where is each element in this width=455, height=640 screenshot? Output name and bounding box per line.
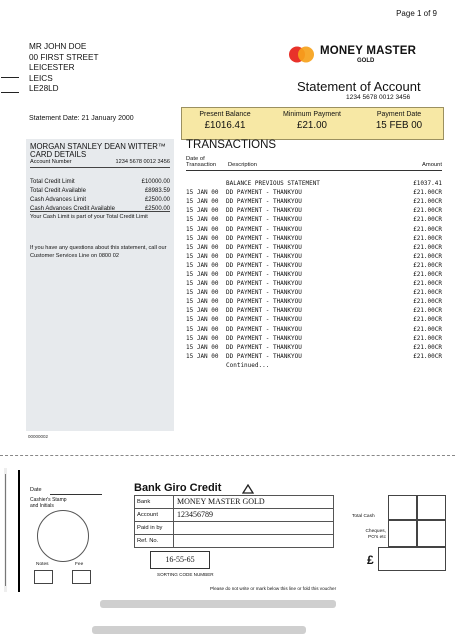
transaction-description: DD PAYMENT - THANKYOU: [226, 307, 302, 315]
payment-date-label: Payment Date: [376, 111, 422, 118]
transaction-row: [186, 288, 442, 297]
minimum-payment-label: Minimum Payment: [283, 111, 341, 118]
perforation-line: [0, 455, 455, 456]
transaction-date: 15 JAN 00: [186, 307, 219, 315]
transaction-date: 15 JAN 00: [186, 207, 219, 215]
transaction-description: DD PAYMENT - THANKYOU: [226, 343, 302, 351]
transaction-amount: £21.00CR: [413, 261, 442, 269]
transaction-date: 15 JAN 00: [186, 334, 219, 342]
transactions-table: [186, 179, 442, 370]
payment-date-value: 15 FEB 00: [375, 120, 423, 131]
document-code: 00000002: [28, 434, 49, 439]
transaction-row: [186, 297, 442, 306]
transaction-row: [186, 361, 442, 370]
grid-cell[interactable]: [416, 519, 446, 547]
giro-title: Bank Giro Credit: [134, 482, 222, 494]
transaction-amount: £21.00CR: [413, 343, 442, 351]
limit-row: [30, 196, 170, 205]
header-date-2: Transaction: [186, 162, 217, 168]
transaction-date: 15 JAN 00: [186, 343, 219, 351]
transactions-title: TRANSACTIONS: [186, 139, 277, 151]
transaction-date: 15 JAN 00: [186, 270, 219, 278]
transaction-amount: £21.00CR: [413, 270, 442, 278]
mastercard-logo-icon: [288, 46, 315, 63]
transaction-description: DD PAYMENT - THANKYOU: [226, 316, 302, 324]
transaction-row: [186, 261, 442, 270]
limit-value: £10000.00: [141, 179, 170, 186]
grid-cell[interactable]: [388, 519, 418, 547]
fee-label: Fee: [75, 562, 84, 567]
transaction-amount: £21.00CR: [413, 334, 442, 342]
present-balance: [182, 111, 268, 131]
transaction-row: [186, 224, 442, 233]
date-label: Date: [30, 487, 42, 493]
customer-services-note: If you have any questions about this statement, call our Customer Services Line on 0800 02: [30, 245, 167, 259]
ref-no-label: Ref. No.: [135, 535, 174, 547]
transaction-date: 15 JAN 00: [186, 252, 219, 260]
address-line: LE28LD: [29, 84, 59, 94]
ref-no-field[interactable]: [174, 535, 333, 547]
transaction-date: 15 JAN 00: [186, 189, 219, 197]
header-description: Description: [228, 162, 257, 168]
giro-margin-bar: [18, 470, 20, 592]
giro-fields-table: [134, 495, 334, 548]
grid-cell[interactable]: [388, 495, 418, 521]
total-amount-box[interactable]: [378, 547, 446, 571]
limit-value: £2500.00: [144, 197, 170, 204]
amount-grid: [388, 495, 445, 571]
limit-label: Total Credit Limit: [30, 179, 75, 186]
transaction-amount: £21.00CR: [413, 198, 442, 206]
transaction-date: 15 JAN 00: [186, 243, 219, 251]
transaction-amount: £21.00CR: [413, 207, 442, 215]
transaction-row: [186, 252, 442, 261]
limit-row: [30, 178, 170, 187]
transaction-date: 15 JAN 00: [186, 234, 219, 242]
cash-limit-note: Your Cash Limit is part of your Total Credit Limit: [30, 211, 170, 220]
transaction-date: 15 JAN 00: [186, 352, 219, 360]
limits-list: [30, 178, 170, 214]
sort-code-box: 16-55-65: [150, 551, 210, 569]
transaction-date: 15 JAN 00: [186, 298, 219, 306]
giro-field-row: [135, 535, 333, 547]
present-balance-value: £1016.41: [204, 120, 246, 131]
date-line: [50, 494, 102, 495]
transaction-row: [186, 188, 442, 197]
bank-field-label: Bank: [135, 496, 174, 508]
giro-field-row: [135, 522, 333, 535]
address-block: [29, 42, 98, 95]
paid-in-by-label: Paid in by: [135, 522, 174, 534]
payment-date: [356, 111, 442, 131]
transaction-row: [186, 243, 442, 252]
brand-sub: GOLD: [357, 58, 375, 64]
transaction-row: [186, 315, 442, 324]
summary-box: [181, 107, 444, 140]
encoded-line-redacted: [92, 623, 306, 637]
limit-label: Cash Advances Limit: [30, 197, 87, 204]
transaction-description: DD PAYMENT - THANKYOU: [226, 289, 302, 297]
transaction-description: DD PAYMENT - THANKYOU: [226, 189, 302, 197]
transaction-row: [186, 334, 442, 343]
notes-label: Notes: [36, 562, 49, 567]
transaction-date: 15 JAN 00: [186, 225, 219, 233]
paid-in-by-field[interactable]: [174, 522, 333, 534]
transaction-description: BALANCE PREVIOUS STATEMENT: [226, 180, 320, 188]
transaction-description: DD PAYMENT - THANKYOU: [226, 325, 302, 333]
transaction-amount: £21.00CR: [413, 234, 442, 242]
sort-code-label: SORTING CODE NUMBER: [157, 572, 214, 577]
transaction-row: [186, 306, 442, 315]
transaction-date: 15 JAN 00: [186, 325, 219, 333]
transaction-description: DD PAYMENT - THANKYOU: [226, 198, 302, 206]
grid-cell[interactable]: [416, 495, 446, 521]
fold-mark: [1, 77, 19, 78]
statement-title: Statement of Account: [297, 79, 421, 94]
transaction-row: [186, 279, 442, 288]
redaction-bar: [92, 626, 306, 634]
statement-account-number: 1234 5678 0012 3456: [346, 94, 411, 101]
transaction-row: [186, 197, 442, 206]
stamp-circle: [37, 510, 89, 562]
transaction-amount: £21.00CR: [413, 289, 442, 297]
transaction-description: DD PAYMENT - THANKYOU: [226, 261, 302, 269]
transaction-description: DD PAYMENT - THANKYOU: [226, 298, 302, 306]
transaction-row: [186, 206, 442, 215]
do-not-write-note: Please do not write or mark below this line or fold this voucher: [210, 586, 337, 591]
transaction-amount: £21.00CR: [413, 298, 442, 306]
header-amount: Amount: [422, 162, 442, 168]
fold-mark: [1, 92, 19, 93]
transaction-amount: £21.00CR: [413, 225, 442, 233]
transaction-amount: £21.00CR: [413, 316, 442, 324]
account-number-value: 1234 5678 0012 3456: [115, 159, 170, 165]
transaction-row: [186, 270, 442, 279]
notes-box[interactable]: [34, 570, 53, 584]
limit-value: £8983.59: [144, 188, 170, 195]
pound-sign: £: [367, 553, 374, 567]
address-line: MR JOHN DOE: [29, 42, 87, 51]
transaction-amount: £21.00CR: [413, 252, 442, 260]
transaction-amount: £21.00CR: [413, 216, 442, 224]
cashier-stamp-label: Cashier's Stamp and Initials: [30, 497, 67, 509]
giro-field-row: [135, 496, 333, 509]
transaction-amount: £1037.41: [413, 180, 442, 188]
transaction-amount: £21.00CR: [413, 280, 442, 288]
giro-field-row: [135, 509, 333, 522]
transaction-description: DD PAYMENT - THANKYOU: [226, 225, 302, 233]
giro-logo-icon: [242, 484, 254, 494]
minimum-payment: [268, 111, 356, 131]
transaction-amount: £21.00CR: [413, 243, 442, 251]
transaction-amount: £21.00CR: [413, 189, 442, 197]
transaction-date: 15 JAN 00: [186, 198, 219, 206]
transaction-date: 15 JAN 00: [186, 216, 219, 224]
transaction-description: DD PAYMENT - THANKYOU: [226, 352, 302, 360]
transaction-description: DD PAYMENT - THANKYOU: [226, 252, 302, 260]
transaction-row: [186, 325, 442, 334]
present-balance-label: Present Balance: [199, 111, 251, 118]
transaction-description: DD PAYMENT - THANKYOU: [226, 280, 302, 288]
card-details-panel: [26, 139, 174, 431]
card-details-heading: CARD DETAILS: [30, 150, 87, 159]
transaction-description: Continued...: [226, 361, 270, 369]
transaction-description: DD PAYMENT - THANKYOU: [226, 270, 302, 278]
account-number-row: [30, 159, 170, 168]
transaction-description: DD PAYMENT - THANKYOU: [226, 207, 302, 215]
transaction-date: 15 JAN 00: [186, 316, 219, 324]
page-number: Page 1 of 9: [396, 9, 437, 18]
total-cash-label: Total Cash: [352, 514, 375, 519]
transaction-row: [186, 343, 442, 352]
limit-label: Cash Advances Credit Available: [30, 206, 115, 213]
redaction-bar: [100, 600, 336, 608]
transaction-row: [186, 234, 442, 243]
address-line: 00 FIRST STREET: [29, 52, 99, 62]
transaction-amount: £21.00CR: [413, 325, 442, 333]
limit-row: [30, 187, 170, 196]
limit-label: Total Credit Available: [30, 188, 86, 195]
statement-date: Statement Date: 21 January 2000: [29, 115, 134, 122]
transaction-row: [186, 352, 442, 361]
transaction-date: 15 JAN 00: [186, 289, 219, 297]
brand-name: MONEY MASTER: [320, 45, 417, 57]
address-line: LEICS: [29, 73, 53, 83]
account-field-value[interactable]: 123456789: [177, 510, 213, 519]
transaction-description: DD PAYMENT - THANKYOU: [226, 334, 302, 342]
header-date-1: Date of: [186, 156, 205, 162]
transaction-description: DD PAYMENT - THANKYOU: [226, 243, 302, 251]
transaction-row: [186, 215, 442, 224]
account-field-label: Account: [135, 509, 174, 521]
transaction-description: DD PAYMENT - THANKYOU: [226, 216, 302, 224]
account-number-label: Account Number: [30, 159, 72, 165]
transaction-amount: £21.00CR: [413, 352, 442, 360]
transactions-header: [186, 156, 442, 171]
transaction-description: DD PAYMENT - THANKYOU: [226, 234, 302, 242]
bank-heading: MORGAN STANLEY DEAN WITTER™: [30, 142, 166, 151]
transaction-amount: £21.00CR: [413, 307, 442, 315]
address-line: LEICESTER: [29, 63, 75, 73]
minimum-payment-value: £21.00: [297, 120, 327, 131]
transaction-date: 15 JAN 00: [186, 261, 219, 269]
transaction-date: 15 JAN 00: [186, 280, 219, 288]
fee-box[interactable]: [72, 570, 91, 584]
limit-value: £2500.00: [144, 206, 170, 213]
transaction-row: [186, 179, 442, 188]
cheques-label: Cheques, PO's etc: [365, 529, 386, 540]
bank-field-value[interactable]: MONEY MASTER GOLD: [177, 497, 265, 506]
encoded-line-redacted: [100, 597, 336, 611]
side-barcode-icon: [2, 468, 10, 592]
